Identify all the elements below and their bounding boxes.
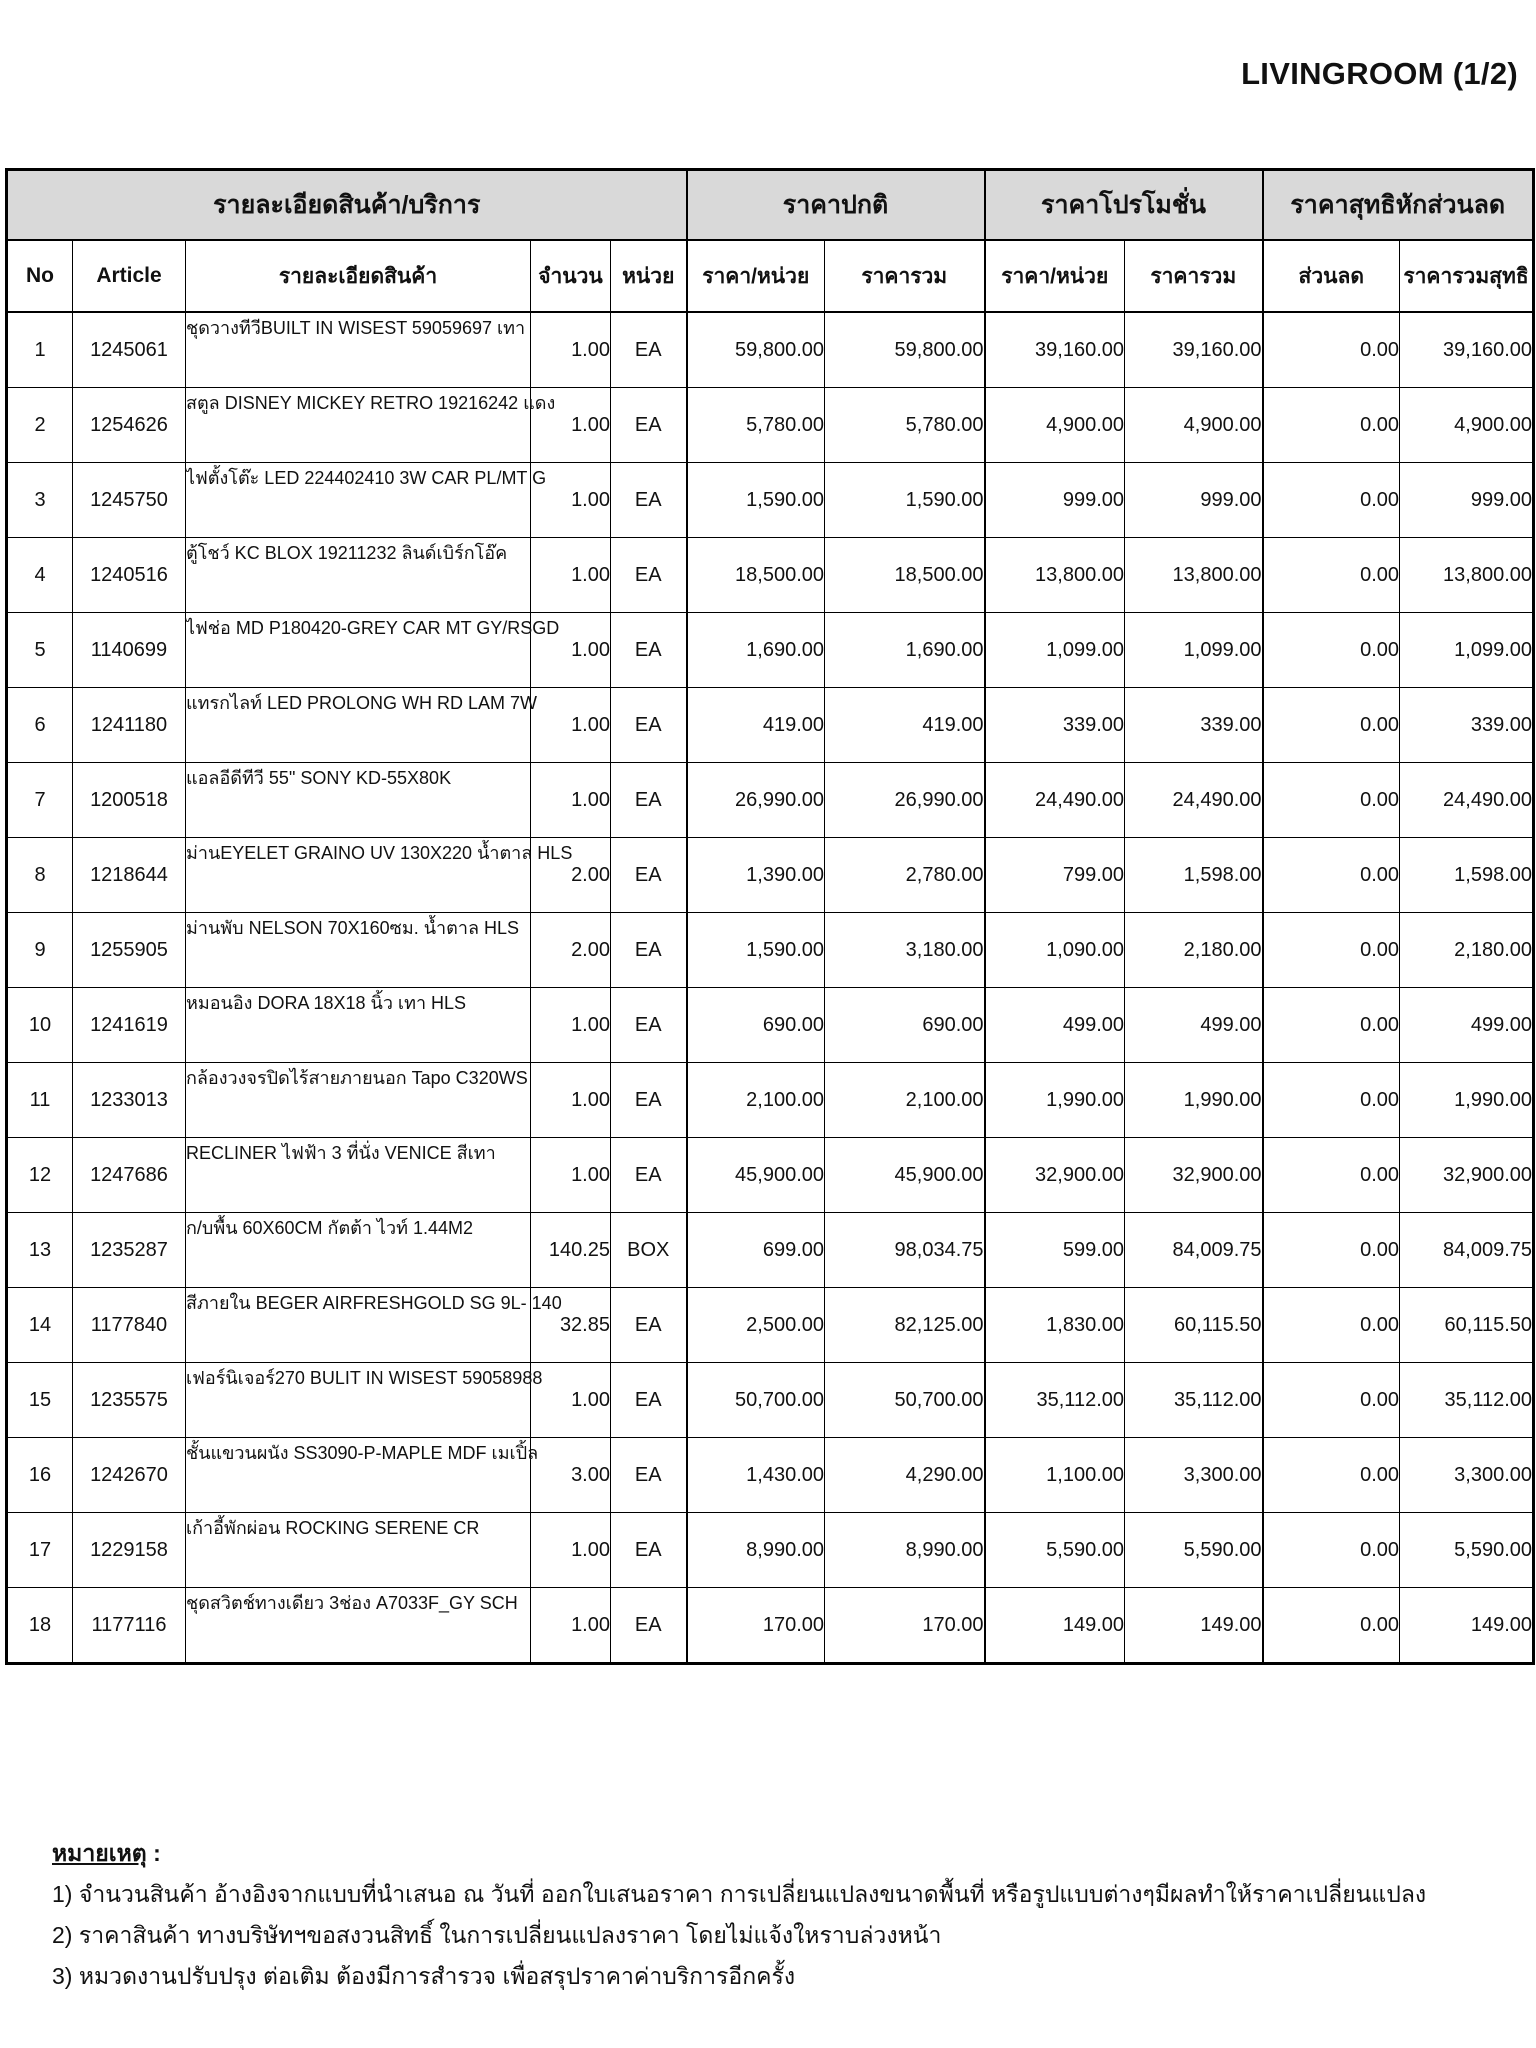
cell-net-total: 149.00	[1400, 1588, 1534, 1664]
cell-normal-unit-price: 1,690.00	[687, 613, 825, 688]
cell-article: 1177840	[73, 1288, 186, 1363]
cell-normal-unit-price: 8,990.00	[687, 1513, 825, 1588]
cell-article: 1255905	[73, 913, 186, 988]
table-row	[7, 1213, 1534, 1288]
cell-normal-unit-price: 59,800.00	[687, 312, 825, 388]
cell-no: 4	[7, 538, 73, 613]
cell-no: 18	[7, 1588, 73, 1664]
col-normal-unit: ราคา/หน่วย	[687, 240, 825, 312]
cell-description: แอลอีดีทีวี 55" SONY KD-55X80K	[186, 763, 531, 838]
cell-net-total: 13,800.00	[1400, 538, 1534, 613]
cell-no: 7	[7, 763, 73, 838]
note-line: 1) จำนวนสินค้า อ้างอิงจากแบบที่นำเสนอ ณ วันที่ ออกใบเสนอราคา การเปลี่ยนแปลงขนาดพื้นที่ หรือรูปแบบต่างๆมีผลทำให้ราคาเปลี่ยนแปลง	[52, 1881, 1427, 1907]
cell-promo-unit-price: 1,099.00	[985, 613, 1125, 688]
table-row	[7, 312, 1534, 388]
cell-quantity: 1.00	[531, 1363, 611, 1438]
cell-discount: 0.00	[1263, 1513, 1400, 1588]
cell-description: แทรกไลท์ LED PROLONG WH RD LAM 7W	[186, 688, 531, 763]
table-row	[7, 1363, 1534, 1438]
table-row	[7, 763, 1534, 838]
cell-promo-unit-price: 32,900.00	[985, 1138, 1125, 1213]
cell-no: 3	[7, 463, 73, 538]
cell-promo-unit-price: 1,830.00	[985, 1288, 1125, 1363]
cell-description: ไฟช่อ MD P180420-GREY CAR MT GY/RSGD	[186, 613, 531, 688]
cell-unit: EA	[611, 1588, 687, 1664]
cell-normal-total: 50,700.00	[825, 1363, 985, 1438]
cell-article: 1240516	[73, 538, 186, 613]
cell-unit: EA	[611, 312, 687, 388]
cell-article: 1200518	[73, 763, 186, 838]
cell-promo-unit-price: 35,112.00	[985, 1363, 1125, 1438]
table-row	[7, 388, 1534, 463]
cell-quantity: 1.00	[531, 463, 611, 538]
cell-normal-unit-price: 170.00	[687, 1588, 825, 1664]
table-row	[7, 688, 1534, 763]
cell-normal-unit-price: 1,390.00	[687, 838, 825, 913]
cell-article: 1254626	[73, 388, 186, 463]
cell-net-total: 999.00	[1400, 463, 1534, 538]
cell-no: 10	[7, 988, 73, 1063]
cell-net-total: 35,112.00	[1400, 1363, 1534, 1438]
cell-promo-total: 499.00	[1125, 988, 1263, 1063]
cell-net-total: 2,180.00	[1400, 913, 1534, 988]
cell-normal-unit-price: 1,590.00	[687, 913, 825, 988]
cell-promo-total: 60,115.50	[1125, 1288, 1263, 1363]
cell-description: ตู้โชว์ KC BLOX 19211232 ลินด์เบิร์กโอ๊ค	[186, 538, 531, 613]
cell-normal-unit-price: 18,500.00	[687, 538, 825, 613]
column-header-row	[7, 240, 1534, 312]
cell-promo-total: 24,490.00	[1125, 763, 1263, 838]
cell-normal-total: 3,180.00	[825, 913, 985, 988]
cell-normal-total: 82,125.00	[825, 1288, 985, 1363]
cell-promo-unit-price: 13,800.00	[985, 538, 1125, 613]
table-row	[7, 1063, 1534, 1138]
cell-normal-unit-price: 1,590.00	[687, 463, 825, 538]
cell-discount: 0.00	[1263, 988, 1400, 1063]
table-row	[7, 1138, 1534, 1213]
cell-no: 9	[7, 913, 73, 988]
cell-normal-unit-price: 26,990.00	[687, 763, 825, 838]
cell-description: หมอนอิง DORA 18X18 นิ้ว เทา HLS	[186, 988, 531, 1063]
cell-quantity: 140.25	[531, 1213, 611, 1288]
cell-article: 1242670	[73, 1438, 186, 1513]
cell-unit: EA	[611, 613, 687, 688]
cell-no: 15	[7, 1363, 73, 1438]
cell-description: ชุดวางทีวีBUILT IN WISEST 59059697 เทา	[186, 312, 531, 388]
notes-heading: หมายเหตุ :	[52, 1840, 161, 1866]
cell-description: ไฟตั้งโต๊ะ LED 224402410 3W CAR PL/MT G	[186, 463, 531, 538]
cell-unit: EA	[611, 913, 687, 988]
group-promo-price: ราคาโปรโมชั่น	[985, 170, 1263, 241]
table-row	[7, 1588, 1534, 1664]
cell-article: 1140699	[73, 613, 186, 688]
cell-quantity: 1.00	[531, 538, 611, 613]
cell-net-total: 5,590.00	[1400, 1513, 1534, 1588]
table-row	[7, 463, 1534, 538]
cell-no: 8	[7, 838, 73, 913]
cell-discount: 0.00	[1263, 1288, 1400, 1363]
cell-normal-total: 8,990.00	[825, 1513, 985, 1588]
cell-quantity: 2.00	[531, 838, 611, 913]
table-row	[7, 838, 1534, 913]
cell-article: 1177116	[73, 1588, 186, 1664]
cell-description: กล้องวงจรปิดไร้สายภายนอก Tapo C320WS	[186, 1063, 531, 1138]
cell-net-total: 24,490.00	[1400, 763, 1534, 838]
cell-discount: 0.00	[1263, 1363, 1400, 1438]
cell-discount: 0.00	[1263, 913, 1400, 988]
table-row	[7, 913, 1534, 988]
cell-unit: EA	[611, 1513, 687, 1588]
cell-promo-unit-price: 24,490.00	[985, 763, 1125, 838]
table-row	[7, 538, 1534, 613]
cell-promo-total: 84,009.75	[1125, 1213, 1263, 1288]
cell-discount: 0.00	[1263, 613, 1400, 688]
cell-discount: 0.00	[1263, 688, 1400, 763]
cell-discount: 0.00	[1263, 1138, 1400, 1213]
cell-normal-total: 419.00	[825, 688, 985, 763]
cell-unit: EA	[611, 763, 687, 838]
group-net-price: ราคาสุทธิหักส่วนลด	[1263, 170, 1534, 241]
cell-unit: EA	[611, 538, 687, 613]
cell-no: 6	[7, 688, 73, 763]
cell-article: 1241619	[73, 988, 186, 1063]
cell-no: 13	[7, 1213, 73, 1288]
col-qty: จำนวน	[531, 240, 611, 312]
cell-promo-total: 4,900.00	[1125, 388, 1263, 463]
cell-promo-total: 1,990.00	[1125, 1063, 1263, 1138]
cell-promo-unit-price: 1,090.00	[985, 913, 1125, 988]
cell-net-total: 1,598.00	[1400, 838, 1534, 913]
cell-quantity: 1.00	[531, 1138, 611, 1213]
cell-normal-unit-price: 1,430.00	[687, 1438, 825, 1513]
notes-section	[52, 1833, 1426, 1997]
cell-unit: EA	[611, 688, 687, 763]
cell-promo-total: 149.00	[1125, 1588, 1263, 1664]
cell-discount: 0.00	[1263, 1063, 1400, 1138]
cell-normal-total: 690.00	[825, 988, 985, 1063]
cell-normal-total: 2,780.00	[825, 838, 985, 913]
cell-net-total: 499.00	[1400, 988, 1534, 1063]
cell-quantity: 1.00	[531, 1588, 611, 1664]
cell-discount: 0.00	[1263, 1438, 1400, 1513]
cell-description: ก/บพื้น 60X60CM กัตต้า ไวท์ 1.44M2	[186, 1213, 531, 1288]
cell-promo-unit-price: 39,160.00	[985, 312, 1125, 388]
cell-net-total: 32,900.00	[1400, 1138, 1534, 1213]
cell-no: 5	[7, 613, 73, 688]
cell-normal-unit-price: 50,700.00	[687, 1363, 825, 1438]
cell-promo-total: 1,099.00	[1125, 613, 1263, 688]
cell-promo-unit-price: 1,100.00	[985, 1438, 1125, 1513]
col-normal-total: ราคารวม	[825, 240, 985, 312]
cell-article: 1247686	[73, 1138, 186, 1213]
cell-promo-unit-price: 499.00	[985, 988, 1125, 1063]
note-line: 2) ราคาสินค้า ทางบริษัทฯขอสงวนสิทธิ์ ในการเปลี่ยนแปลงราคา โดยไม่แจ้งใหราบล่วงหน้า	[52, 1922, 942, 1948]
table-row	[7, 1438, 1534, 1513]
cell-quantity: 32.85	[531, 1288, 611, 1363]
cell-article: 1245061	[73, 312, 186, 388]
cell-description: ชั้นแขวนผนัง SS3090-P-MAPLE MDF เมเปิ้ล	[186, 1438, 531, 1513]
cell-description: RECLINER ไฟฟ้า 3 ที่นั่ง VENICE สีเทา	[186, 1138, 531, 1213]
cell-normal-unit-price: 2,100.00	[687, 1063, 825, 1138]
cell-quantity: 1.00	[531, 763, 611, 838]
cell-quantity: 1.00	[531, 312, 611, 388]
cell-promo-total: 2,180.00	[1125, 913, 1263, 988]
cell-unit: EA	[611, 1138, 687, 1213]
table-row	[7, 613, 1534, 688]
cell-unit: EA	[611, 1288, 687, 1363]
cell-quantity: 2.00	[531, 913, 611, 988]
cell-description: ม่านพับ NELSON 70X160ซม. น้ำตาล HLS	[186, 913, 531, 988]
cell-quantity: 1.00	[531, 688, 611, 763]
col-desc: รายละเอียดสินค้า	[186, 240, 531, 312]
cell-normal-unit-price: 45,900.00	[687, 1138, 825, 1213]
cell-promo-total: 999.00	[1125, 463, 1263, 538]
cell-article: 1235287	[73, 1213, 186, 1288]
note-line: 3) หมวดงานปรับปรุง ต่อเติม ต้องมีการสำรวจ เพื่อสรุปราคาค่าบริการอีกครั้ง	[52, 1963, 796, 1989]
cell-normal-total: 45,900.00	[825, 1138, 985, 1213]
cell-normal-unit-price: 5,780.00	[687, 388, 825, 463]
cell-promo-total: 35,112.00	[1125, 1363, 1263, 1438]
cell-quantity: 1.00	[531, 1513, 611, 1588]
cell-promo-total: 13,800.00	[1125, 538, 1263, 613]
group-normal-price: ราคาปกติ	[687, 170, 985, 241]
cell-promo-unit-price: 599.00	[985, 1213, 1125, 1288]
cell-promo-total: 5,590.00	[1125, 1513, 1263, 1588]
cell-normal-total: 18,500.00	[825, 538, 985, 613]
table-row	[7, 988, 1534, 1063]
cell-normal-unit-price: 2,500.00	[687, 1288, 825, 1363]
cell-quantity: 1.00	[531, 988, 611, 1063]
cell-article: 1218644	[73, 838, 186, 913]
cell-quantity: 3.00	[531, 1438, 611, 1513]
cell-promo-unit-price: 1,990.00	[985, 1063, 1125, 1138]
cell-description: ชุดสวิตช์ทางเดียว 3ช่อง A7033F_GY SCH	[186, 1588, 531, 1664]
cell-description: ม่านEYELET GRAINO UV 130X220 น้ำตาล HLS	[186, 838, 531, 913]
group-details: รายละเอียดสินค้า/บริการ	[7, 170, 687, 241]
cell-promo-total: 1,598.00	[1125, 838, 1263, 913]
cell-description: เฟอร์นิเจอร์270 BULIT IN WISEST 59058988	[186, 1363, 531, 1438]
cell-no: 16	[7, 1438, 73, 1513]
cell-discount: 0.00	[1263, 388, 1400, 463]
col-article: Article	[73, 240, 186, 312]
cell-normal-unit-price: 419.00	[687, 688, 825, 763]
cell-quantity: 1.00	[531, 613, 611, 688]
col-discount: ส่วนลด	[1263, 240, 1400, 312]
cell-unit: EA	[611, 388, 687, 463]
cell-description: สตูล DISNEY MICKEY RETRO 19216242 แดง	[186, 388, 531, 463]
cell-normal-total: 26,990.00	[825, 763, 985, 838]
cell-promo-unit-price: 799.00	[985, 838, 1125, 913]
cell-promo-unit-price: 339.00	[985, 688, 1125, 763]
cell-net-total: 4,900.00	[1400, 388, 1534, 463]
cell-unit: EA	[611, 1363, 687, 1438]
cell-normal-unit-price: 699.00	[687, 1213, 825, 1288]
cell-promo-unit-price: 5,590.00	[985, 1513, 1125, 1588]
cell-net-total: 60,115.50	[1400, 1288, 1534, 1363]
cell-quantity: 1.00	[531, 1063, 611, 1138]
cell-normal-total: 5,780.00	[825, 388, 985, 463]
col-promo-total: ราคารวม	[1125, 240, 1263, 312]
cell-no: 17	[7, 1513, 73, 1588]
cell-discount: 0.00	[1263, 1213, 1400, 1288]
col-no: No	[7, 240, 73, 312]
cell-normal-total: 2,100.00	[825, 1063, 985, 1138]
cell-discount: 0.00	[1263, 1588, 1400, 1664]
cell-promo-total: 3,300.00	[1125, 1438, 1263, 1513]
cell-normal-total: 59,800.00	[825, 312, 985, 388]
cell-no: 14	[7, 1288, 73, 1363]
cell-unit: EA	[611, 1438, 687, 1513]
cell-promo-unit-price: 999.00	[985, 463, 1125, 538]
cell-promo-unit-price: 4,900.00	[985, 388, 1125, 463]
cell-net-total: 84,009.75	[1400, 1213, 1534, 1288]
cell-article: 1241180	[73, 688, 186, 763]
cell-unit: BOX	[611, 1213, 687, 1288]
cell-article: 1235575	[73, 1363, 186, 1438]
cell-article: 1229158	[73, 1513, 186, 1588]
cell-article: 1245750	[73, 463, 186, 538]
cell-no: 11	[7, 1063, 73, 1138]
cell-discount: 0.00	[1263, 838, 1400, 913]
cell-no: 2	[7, 388, 73, 463]
cell-unit: EA	[611, 838, 687, 913]
cell-promo-total: 39,160.00	[1125, 312, 1263, 388]
cell-promo-total: 32,900.00	[1125, 1138, 1263, 1213]
cell-normal-total: 98,034.75	[825, 1213, 985, 1288]
cell-normal-unit-price: 690.00	[687, 988, 825, 1063]
cell-normal-total: 4,290.00	[825, 1438, 985, 1513]
quotation-table	[5, 168, 1535, 1665]
cell-unit: EA	[611, 1063, 687, 1138]
col-net-total: ราคารวมสุทธิ	[1400, 240, 1534, 312]
cell-discount: 0.00	[1263, 763, 1400, 838]
table-row	[7, 1288, 1534, 1363]
cell-promo-unit-price: 149.00	[985, 1588, 1125, 1664]
cell-article: 1233013	[73, 1063, 186, 1138]
cell-no: 1	[7, 312, 73, 388]
cell-unit: EA	[611, 988, 687, 1063]
col-unit: หน่วย	[611, 240, 687, 312]
cell-description: สีภายใน BEGER AIRFRESHGOLD SG 9L- 140	[186, 1288, 531, 1363]
cell-net-total: 1,099.00	[1400, 613, 1534, 688]
cell-description: เก้าอี้พักผ่อน ROCKING SERENE CR	[186, 1513, 531, 1588]
page-title: LIVINGROOM (1/2)	[1241, 56, 1518, 91]
cell-normal-total: 1,690.00	[825, 613, 985, 688]
group-header-row	[7, 170, 1534, 241]
cell-discount: 0.00	[1263, 312, 1400, 388]
cell-net-total: 3,300.00	[1400, 1438, 1534, 1513]
cell-unit: EA	[611, 463, 687, 538]
col-promo-unit: ราคา/หน่วย	[985, 240, 1125, 312]
cell-normal-total: 170.00	[825, 1588, 985, 1664]
cell-net-total: 339.00	[1400, 688, 1534, 763]
cell-discount: 0.00	[1263, 538, 1400, 613]
cell-normal-total: 1,590.00	[825, 463, 985, 538]
cell-discount: 0.00	[1263, 463, 1400, 538]
cell-quantity: 1.00	[531, 388, 611, 463]
cell-net-total: 39,160.00	[1400, 312, 1534, 388]
table-row	[7, 1513, 1534, 1588]
cell-promo-total: 339.00	[1125, 688, 1263, 763]
cell-no: 12	[7, 1138, 73, 1213]
cell-net-total: 1,990.00	[1400, 1063, 1534, 1138]
